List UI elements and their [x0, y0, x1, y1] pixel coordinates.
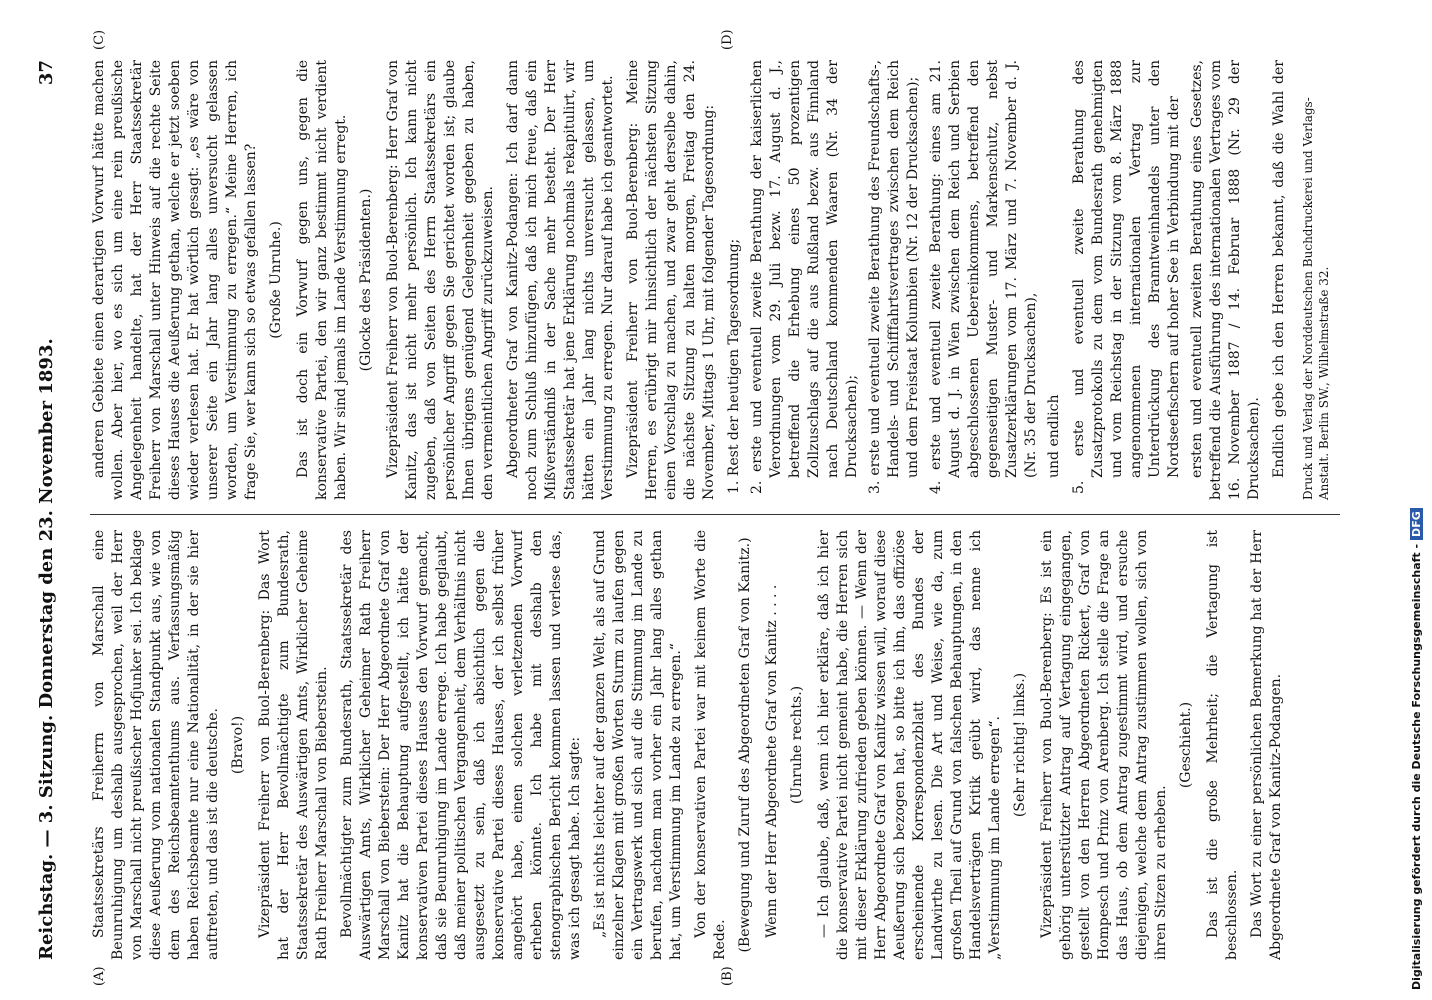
agenda-item: 3. erste und eventuell zweite Berathung des Freundschafts-, Handels- und Schifffahrtsvertrages zwischen dem Reich und dem Freistaat Kolumbien (Nr. 12 der Drucksachen);: [867, 60, 921, 494]
paragraph: Von der konservativen Partei war mit keinem Worte die Rede.: [693, 530, 728, 960]
digitization-credit: [1402, 0, 1432, 1000]
right-column: [90, 60, 1290, 500]
agenda-item: 1. Rest der heutigen Tagesordnung;: [726, 238, 742, 494]
margin-marker-b: (B): [720, 966, 735, 986]
paragraph: ersten und eventuell zweiten Berathung eines Gesetzes, betreffend die Ausführung des internationalen Vertrages vom 16. November 1887 / 14. Februar 1888 (Nr. 29 der Drucksachen).: [1189, 60, 1262, 500]
margin-marker-c: (C): [92, 29, 107, 50]
paragraph: anderen Gebiete einen derartigen Vorwurf hätte machen wollen. Aber hier, wo es sich um eine rein preußische Angelegenheit handelte, hat der Herr Staatssekretär Freiherr von Marschall unter Hinweis auf die rechte Seite dieses Hauses die Aeußerung gethan, welche er jetzt soeben wieder verlesen hat. Er hat wörtlich gesagt: „es wäre von unserer Seite ein Jahr lang alles unversucht gelassen worden, um Verstimmung zu erregen.“ Meine Herren, ich frage Sie, wer kann sich so etwas gefallen lassen?: [91, 60, 259, 500]
paragraph: Vizepräsident Freiherr von Buol-Berenberg: Es ist ein gehörig unterstützter Antrag auf Vertagung eingegangen, gestellt von den Herren Abgeordneten Rickert, Graf von Hompesch und Prinz von Arenberg. Ich stelle die Frage an das Haus, ob dem Antrag zugestimmt wird, und ersuche diejenigen, welche dem Antrag zustimmen wollen, sich von ihren Sitzen zu erheben.: [1039, 530, 1169, 960]
agenda-item: 5. erste und eventuell zweite Berathung des Zusatzprotokolls zu dem vom Bundesrath genehmigten und vom Reichstag in der Sitzung vom 8. März 1888 angenommenen internationalen Vertrag zur Unterdrückung des Branntweinhandels unter den Nordseefischern auf hoher See in Verbindung mit der: [1071, 60, 1182, 494]
paragraph: Staatssekretärs Freiherrn von Marschall eine Beunruhigung um deshalb ausgesprochen, weil der Herr von Marschall nicht preußischer Hofjunker sei. Ich beklage diese Aeußerung vom nationalen Standpunkt aus, wie von dem des Reichsbeamtenthums aus. Verfassungsmäßig haben Reichsbeamte nur eine Nationalität, in der sie hier auftreten, und das ist die deutsche.: [91, 530, 221, 960]
paragraph: Das ist doch ein Vorwurf gegen uns, gegen die konservative Partei, den wir ganz bestimmt nicht verdient haben. Wir sind jemals im Lande Verstimmung erregt.: [295, 60, 349, 500]
interjection: (Bewegung und Zuruf des Abgeordneten Graf von Kanitz.): [737, 537, 753, 953]
column-divider: [90, 514, 1340, 515]
paragraph: Vizepräsident Freiherr von Buol-Berenberg: Das Wort hat der Herr Bevollmächtigte zum Bundesrath, Staatssekretär des Auswärtigen Amts, Wirklicher Geheime Rath Freiherr Marschall von Bieberstein.: [257, 530, 330, 960]
paragraph: Bevollmächtigter zum Bundesrath, Staatssekretär des Auswärtigen Amts, Wirklicher Geheimer Rath Freiherr Marschall von Bieberstein: Der Herr Abgeordnete Graf von Kanitz hat die Behauptung aufgestellt, ich hätte der konservativen Partei dieses Hauses den Vorwurf gemacht, daß sie Beunruhigung im Lande errege. Ich habe geglaubt, daß meiner politischen Vergangenheit, dem Verhältnis nicht ausgesetzt zu sein, daß ich absichtlich gegen die konservative Partei dieses Hauses, der ich selbst früher angehört habe, einen solchen verletzenden Vorwurf erheben könnte. Ich habe mit deshalb den stenographischen Bericht kommen lassen und verlese das, was ich gesagt habe. Ich sagte:: [339, 530, 583, 960]
agenda-item: 4. erste und eventuell zweite Berathung: eines am 21. August d. J. in Wien zwischen dem Reich und Serbien abgeschlossenen Uebereinkommens, betreffend den gegenseitigen Muster- und Markenschutz, nebst Zusatzerklärungen vom 17. März und 7. November d. J. (Nr. 35 der Drucksachen),: [928, 60, 1039, 494]
interjection: (Geschieht.): [1178, 701, 1194, 789]
interjection: (Sehr richtig! links.): [1012, 672, 1028, 818]
paragraph: Endlich gebe ich den Herren bekannt, daß die Wahl der: [1271, 60, 1287, 478]
agenda-item: 2. erste und eventuell zweite Berathung der kaiserlichen Verordnungen vom 29. Juli bezw. 17. August d. J., betreffend die Erhebung eines 50 prozentigen Zollzuschlags auf die aus Rußland bezw. aus Finnland nach Deutschland kommenden Waaren (Nr. 34 der Drucksachen);: [749, 60, 860, 494]
dfg-logo: DFG: [1410, 508, 1423, 540]
interjection: (Bravo!): [230, 715, 246, 775]
paragraph: — Ich glaube, daß, wenn ich hier erkläre, daß ich hier die konservative Partei nicht gemeint habe, die Herren sich mit dieser Erklärung zufrieden geben können. — Wenn der Herr Abgeordnete Graf von Kanitz wissen will, worauf diese Aeußerung sich bezogen hat, so bitte ich ihn, das offiziöse erscheinende Korrespondenzblatt des Bundes der Landwirthe zu lesen. Die Art und Weise, wie da, zum großen Theil auf Grund von falschen Behauptungen, in den Handelsverträgen Kritik geübt wird, das nenne ich „Verstimmung im Lande erregen“.: [816, 530, 1003, 960]
paragraph: Abgeordneter Graf von Kanitz-Podangen: Ich darf dann noch zum Schluß hinzufügen, daß ich mich freue, daß ein Mißverständniß in der Sache mehr besteht. Der Herr Staatssekretär hat jene Erklärung nochmals rekapitulirt, wir hätten ein Jahr lang nichts unversucht gelassen, um Verstimmung zu erregen. Nur darauf habe ich geantwortet.: [505, 60, 616, 500]
paragraph: Vizepräsident Freiherr von Buol-Berenberg: Herr Graf von Kanitz, das ist nicht mehr persönlich. Ich kann nicht zugeben, daß von Seiten des Herrn Staatssekretärs ein persönlicher Angriff gegen Sie gerichtet worden ist; glaube Ihnen übrigens genügend Gelegenheit gegeben zu haben, den vermeintlichen Angriff zurückzuweisen.: [385, 60, 496, 500]
paragraph: Wenn der Herr Abgeordnete Graf von Kanitz . . . .: [764, 584, 780, 938]
paragraph: Das ist die große Mehrheit; die Vertagung ist beschlossen.: [1205, 530, 1240, 960]
paragraph: und endlich: [1046, 394, 1062, 478]
margin-marker-d: (D): [720, 29, 735, 50]
interjection: (Große Unruhe.): [268, 221, 284, 339]
paragraph: Das Wort zu einer persönlichen Bemerkung hat der Herr Abgeordnete Graf von Kanitz-Podangen.: [1249, 530, 1284, 960]
left-column: [90, 530, 1290, 960]
page-number: 37: [36, 60, 57, 86]
paragraph: Vizepräsident Freiherr von Buol-Berenberg: Meine Herren, es erübrigt mir hinsichtlich der nächsten Sitzung einen Vorschlag zu machen, und zwar geht derselbe dahin, die nächste Sitzung zu halten morgen, Freitag den 24. November, Mittags 1 Uhr, mit folgender Tagesordnung:: [625, 60, 717, 500]
margin-marker-a: (A): [92, 966, 107, 986]
printer-imprint: Druck und Verlag der Norddeutschen Buchdruckerei und Verlags-Anstalt. Berlin SW., Wilhelmstraße 32.: [1301, 97, 1331, 500]
interjection: (Glocke des Präsidenten.): [358, 188, 374, 372]
page-header: [30, 60, 60, 960]
quote: „Es ist nichts leichter auf der ganzen Welt, als auf Grund einzelner Klagen mit großen Worten Sturm zu laufen gegen ein Vertragswerk und sich auf die Stimmung im Lande zu berufen, nachdem man vorher ein Jahr lang alles gethan hat, um Verstimmung im Lande zu erregen.“: [592, 530, 684, 960]
header-title: Reichstag. — 3. Sitzung. Donnerstag den 23. November 1893.: [36, 338, 57, 960]
credit-text: Digitalisierung gefördert durch die Deutsche Forschungsgemeinschaft -: [1410, 543, 1423, 990]
interjection: (Unruhe rechts.): [789, 685, 805, 805]
